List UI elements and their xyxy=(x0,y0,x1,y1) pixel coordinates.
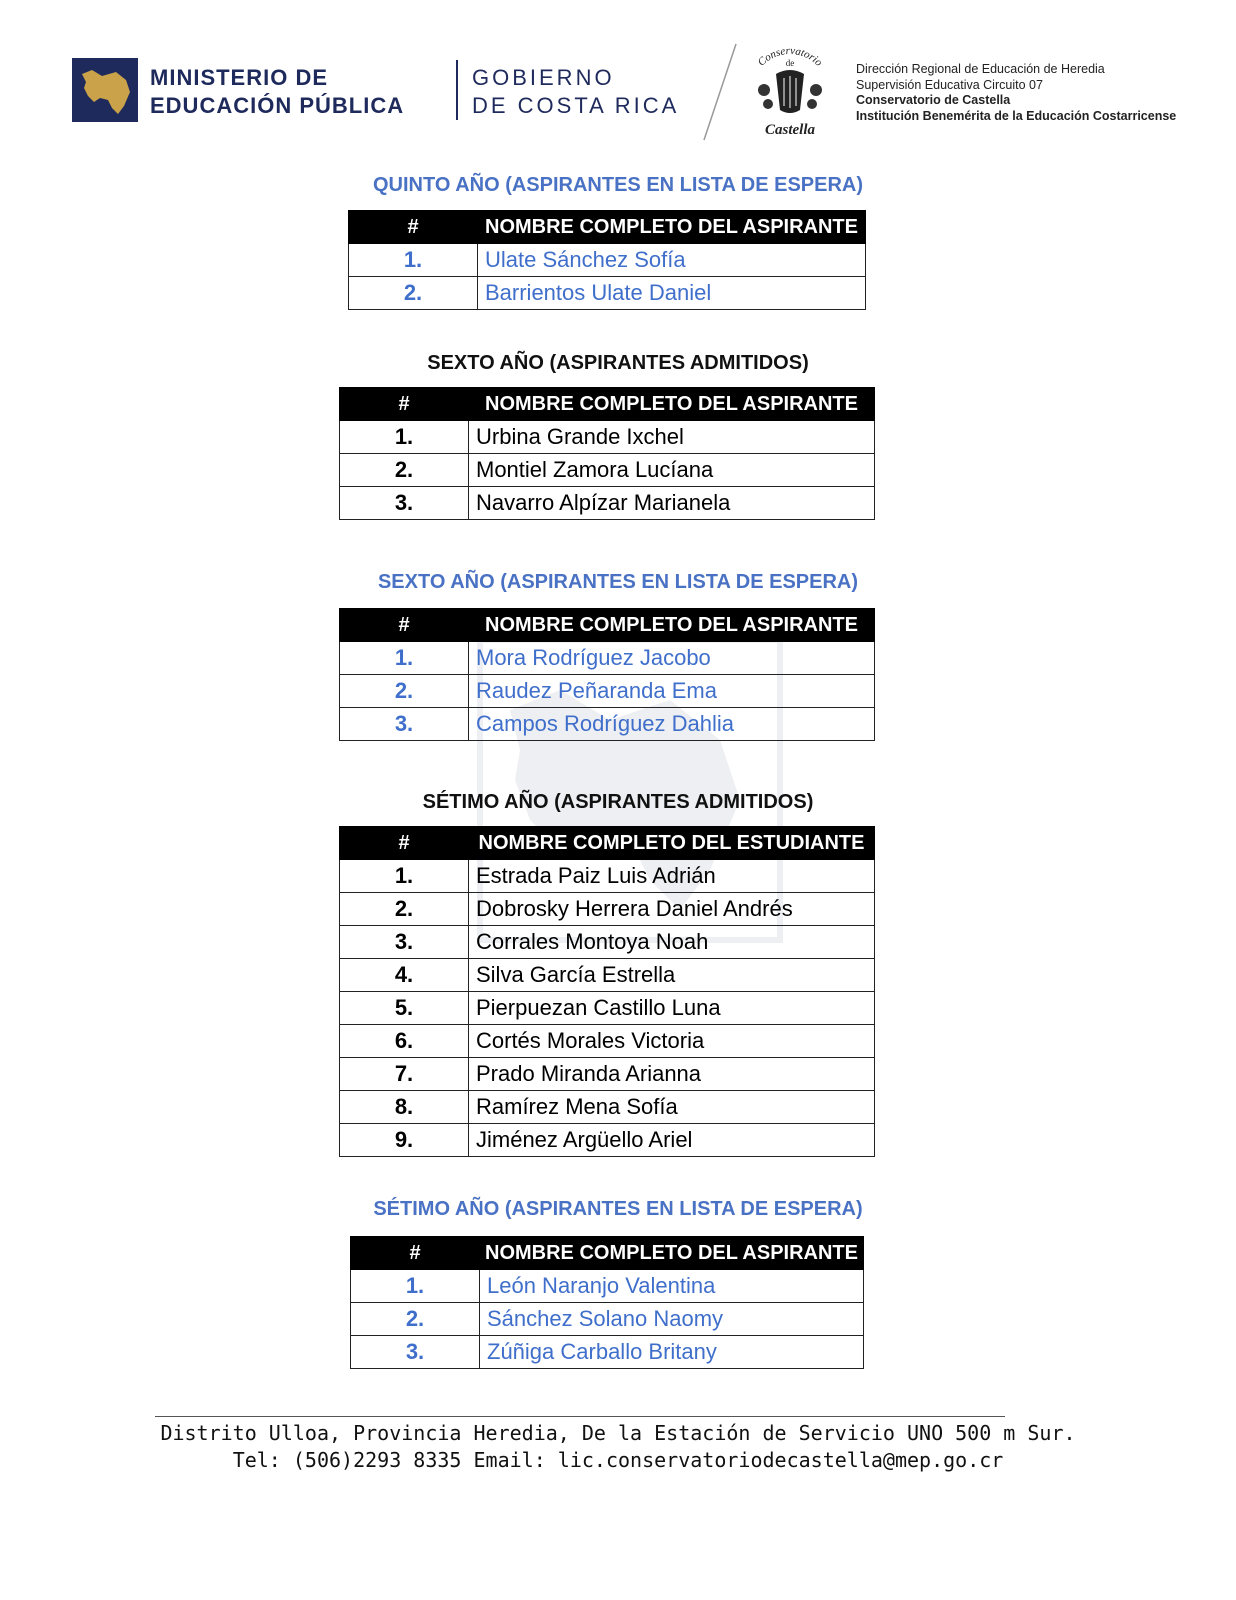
conservatory-seal-icon xyxy=(742,40,838,138)
table-setimo-espera xyxy=(350,1236,864,1369)
footer-contact: Tel: (506)2293 8335 Email: lic.conservatoriodecastella@mep.go.cr xyxy=(232,1448,1004,1472)
column-header-number: # xyxy=(340,609,469,642)
header-divider xyxy=(456,60,458,120)
letterhead xyxy=(0,0,1236,150)
row-number: 2. xyxy=(340,893,469,926)
table-header-row xyxy=(340,609,875,642)
applicant-name: Mora Rodríguez Jacobo xyxy=(469,642,875,675)
section-title-setimo-espera: SÉTIMO AÑO (ASPIRANTES EN LISTA DE ESPERA) xyxy=(373,1198,863,1220)
row-number: 6. xyxy=(340,1025,469,1058)
column-header-name: NOMBRE COMPLETO DEL ASPIRANTE xyxy=(478,211,866,244)
row-number: 7. xyxy=(340,1058,469,1091)
government-line-2: DE COSTA RICA xyxy=(472,93,680,118)
row-number: 2. xyxy=(349,277,478,310)
table-row xyxy=(340,1091,875,1124)
table-row xyxy=(340,926,875,959)
row-number: 4. xyxy=(340,959,469,992)
table-row xyxy=(340,454,875,487)
table-header-row xyxy=(351,1237,864,1270)
header-slash-divider xyxy=(700,42,740,142)
table-row xyxy=(340,893,875,926)
seal-text-mid: de xyxy=(785,58,795,68)
column-header-name: NOMBRE COMPLETO DEL ASPIRANTE xyxy=(469,388,875,421)
ministry-line-1: MINISTERIO DE xyxy=(150,65,329,90)
ministry-name xyxy=(150,64,404,120)
row-number: 3. xyxy=(340,487,469,520)
table-row xyxy=(340,642,875,675)
table-row xyxy=(340,708,875,741)
table-sexto-admitidos xyxy=(339,387,875,520)
applicant-name: León Naranjo Valentina xyxy=(480,1270,864,1303)
table-row xyxy=(351,1336,864,1369)
info-line-1: Dirección Regional de Educación de Heredia xyxy=(856,62,1105,76)
student-name: Pierpuezan Castillo Luna xyxy=(469,992,875,1025)
applicant-name: Urbina Grande Ixchel xyxy=(469,421,875,454)
section-title-quinto-espera: QUINTO AÑO (ASPIRANTES EN LISTA DE ESPERA) xyxy=(372,174,864,196)
student-name: Ramírez Mena Sofía xyxy=(469,1091,875,1124)
applicant-name: Montiel Zamora Lucíana xyxy=(469,454,875,487)
row-number: 3. xyxy=(351,1336,480,1369)
column-header-number: # xyxy=(340,827,469,860)
applicant-name: Campos Rodríguez Dahlia xyxy=(469,708,875,741)
column-header-name: NOMBRE COMPLETO DEL ESTUDIANTE xyxy=(469,827,875,860)
government-line-1: GOBIERNO xyxy=(472,65,615,90)
row-number: 1. xyxy=(340,642,469,675)
column-header-number: # xyxy=(349,211,478,244)
table-row xyxy=(340,487,875,520)
row-number: 2. xyxy=(340,454,469,487)
student-name: Corrales Montoya Noah xyxy=(469,926,875,959)
table-setimo-admitidos xyxy=(339,826,875,1157)
column-header-number: # xyxy=(340,388,469,421)
row-number: 1. xyxy=(340,860,469,893)
info-line-4: Institución Benemérita de la Educación Costarricense xyxy=(856,108,1177,123)
student-name: Dobrosky Herrera Daniel Andrés xyxy=(469,893,875,926)
applicant-name: Sánchez Solano Naomy xyxy=(480,1303,864,1336)
costa-rica-map-icon xyxy=(72,58,138,122)
institution-info xyxy=(856,62,1176,124)
row-number: 2. xyxy=(351,1303,480,1336)
section-title-sexto-espera: SEXTO AÑO (ASPIRANTES EN LISTA DE ESPERA) xyxy=(377,571,859,593)
table-row xyxy=(340,1058,875,1091)
row-number: 8. xyxy=(340,1091,469,1124)
section-title-setimo-admitidos: SÉTIMO AÑO (ASPIRANTES ADMITIDOS) xyxy=(422,791,814,813)
row-number: 5. xyxy=(340,992,469,1025)
mep-logo xyxy=(72,58,138,122)
row-number: 1. xyxy=(349,244,478,277)
table-row xyxy=(340,421,875,454)
applicant-name: Raudez Peñaranda Ema xyxy=(469,675,875,708)
table-row xyxy=(340,675,875,708)
table-row xyxy=(340,860,875,893)
table-row xyxy=(351,1270,864,1303)
row-number: 1. xyxy=(351,1270,480,1303)
table-row xyxy=(340,992,875,1025)
table-row xyxy=(340,1124,875,1157)
seal-text-bottom: Castella xyxy=(764,122,816,138)
table-header-row xyxy=(340,388,875,421)
applicant-name: Zúñiga Carballo Britany xyxy=(480,1336,864,1369)
column-header-name: NOMBRE COMPLETO DEL ASPIRANTE xyxy=(480,1237,864,1270)
table-row xyxy=(351,1303,864,1336)
info-line-2: Supervisión Educativa Circuito 07 xyxy=(856,77,1043,92)
applicant-name: Navarro Alpízar Marianela xyxy=(469,487,875,520)
footer-rule xyxy=(155,1416,1005,1417)
student-name: Silva García Estrella xyxy=(469,959,875,992)
footer xyxy=(0,1420,1236,1474)
table-header-row xyxy=(349,211,866,244)
table-row xyxy=(340,1025,875,1058)
table-quinto-espera xyxy=(348,210,866,310)
row-number: 3. xyxy=(340,708,469,741)
section-title-sexto-admitidos: SEXTO AÑO (ASPIRANTES ADMITIDOS) xyxy=(427,352,809,374)
table-row xyxy=(349,277,866,310)
row-number: 2. xyxy=(340,675,469,708)
table-sexto-espera xyxy=(339,608,875,741)
info-line-3: Conservatorio de Castella xyxy=(856,93,1011,107)
row-number: 9. xyxy=(340,1124,469,1157)
table-header-row xyxy=(340,827,875,860)
applicant-name: Ulate Sánchez Sofía xyxy=(478,244,866,277)
student-name: Jiménez Argüello Ariel xyxy=(469,1124,875,1157)
student-name: Cortés Morales Victoria xyxy=(469,1025,875,1058)
table-row xyxy=(349,244,866,277)
row-number: 3. xyxy=(340,926,469,959)
ministry-line-2: EDUCACIÓN PÚBLICA xyxy=(150,93,405,118)
table-row xyxy=(340,959,875,992)
student-name: Estrada Paiz Luis Adrián xyxy=(469,860,875,893)
seal-text-top: Conservatorio xyxy=(755,44,825,69)
column-header-name: NOMBRE COMPLETO DEL ASPIRANTE xyxy=(469,609,875,642)
applicant-name: Barrientos Ulate Daniel xyxy=(478,277,866,310)
student-name: Prado Miranda Arianna xyxy=(469,1058,875,1091)
row-number: 1. xyxy=(340,421,469,454)
government-name xyxy=(472,64,679,120)
column-header-number: # xyxy=(351,1237,480,1270)
footer-address: Distrito Ulloa, Provincia Heredia, De la Estación de Servicio UNO 500 m Sur. xyxy=(160,1421,1076,1445)
